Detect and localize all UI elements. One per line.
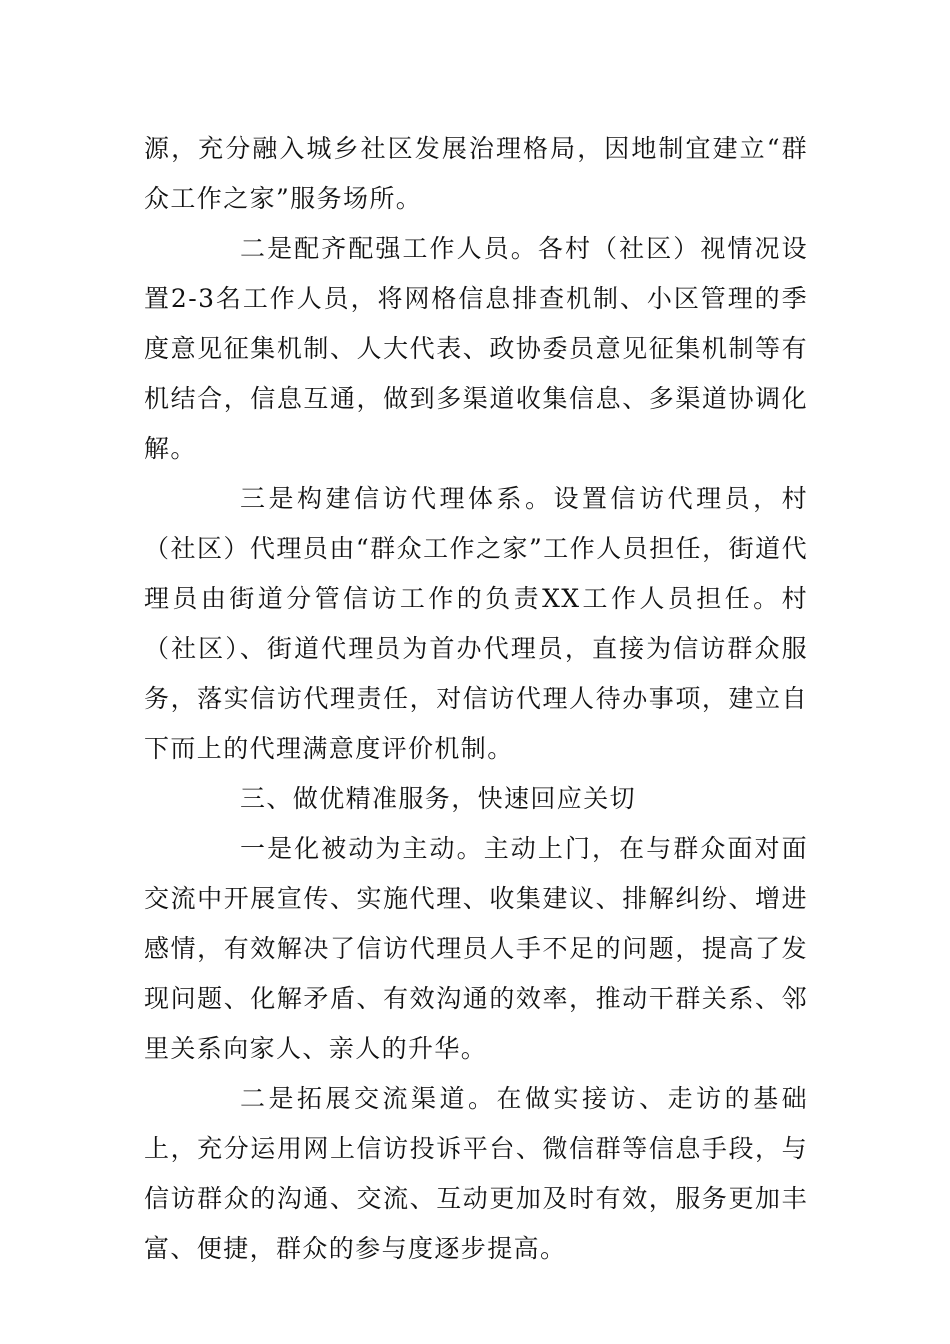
paragraph-proactive: 一是化被动为主动。主动上门，在与群众面对面交流中开展宣传、实施代理、收集建议、排解纠纷、增进感情，有效解决了信访代理员人手不足的问题，提高了发现问题、化解矛盾、有效沟通的效率，推动干群关系、邻里关系向家人、亲人的升华。	[144, 834, 808, 1063]
paragraph-continuation: 源，充分融入城乡社区发展治理格局，因地制宜建立“群众工作之家”服务场所。	[144, 134, 808, 213]
paragraph-channels: 二是拓展交流渠道。在做实接访、走访的基础上，充分运用网上信访投诉平台、微信群等信息手段，与信访群众的沟通、交流、互动更加及时有效，服务更加丰富、便捷，群众的参与度逐步提高。	[144, 1084, 808, 1263]
document-body	[144, 124, 808, 1274]
paragraph-agent-system: 三是构建信访代理体系。设置信访代理员，村（社区）代理员由“群众工作之家”工作人员担任，街道代理员由街道分管信访工作的负责XX工作人员担任。村（社区）、街道代理员为首办代理员，直接为信访群众服务，落实信访代理责任，对信访代理人待办事项，建立自下而上的代理满意度评价机制。	[144, 484, 808, 763]
paragraph-staffing: 二是配齐配强工作人员。各村（社区）视情况设置2-3名工作人员，将网格信息排查机制、小区管理的季度意见征集机制、人大代表、政协委员意见征集机制等有机结合，信息互通，做到多渠道收集信息、多渠道协调化解。	[144, 234, 808, 463]
section-heading: 三、做优精准服务，快速回应关切	[240, 784, 637, 813]
